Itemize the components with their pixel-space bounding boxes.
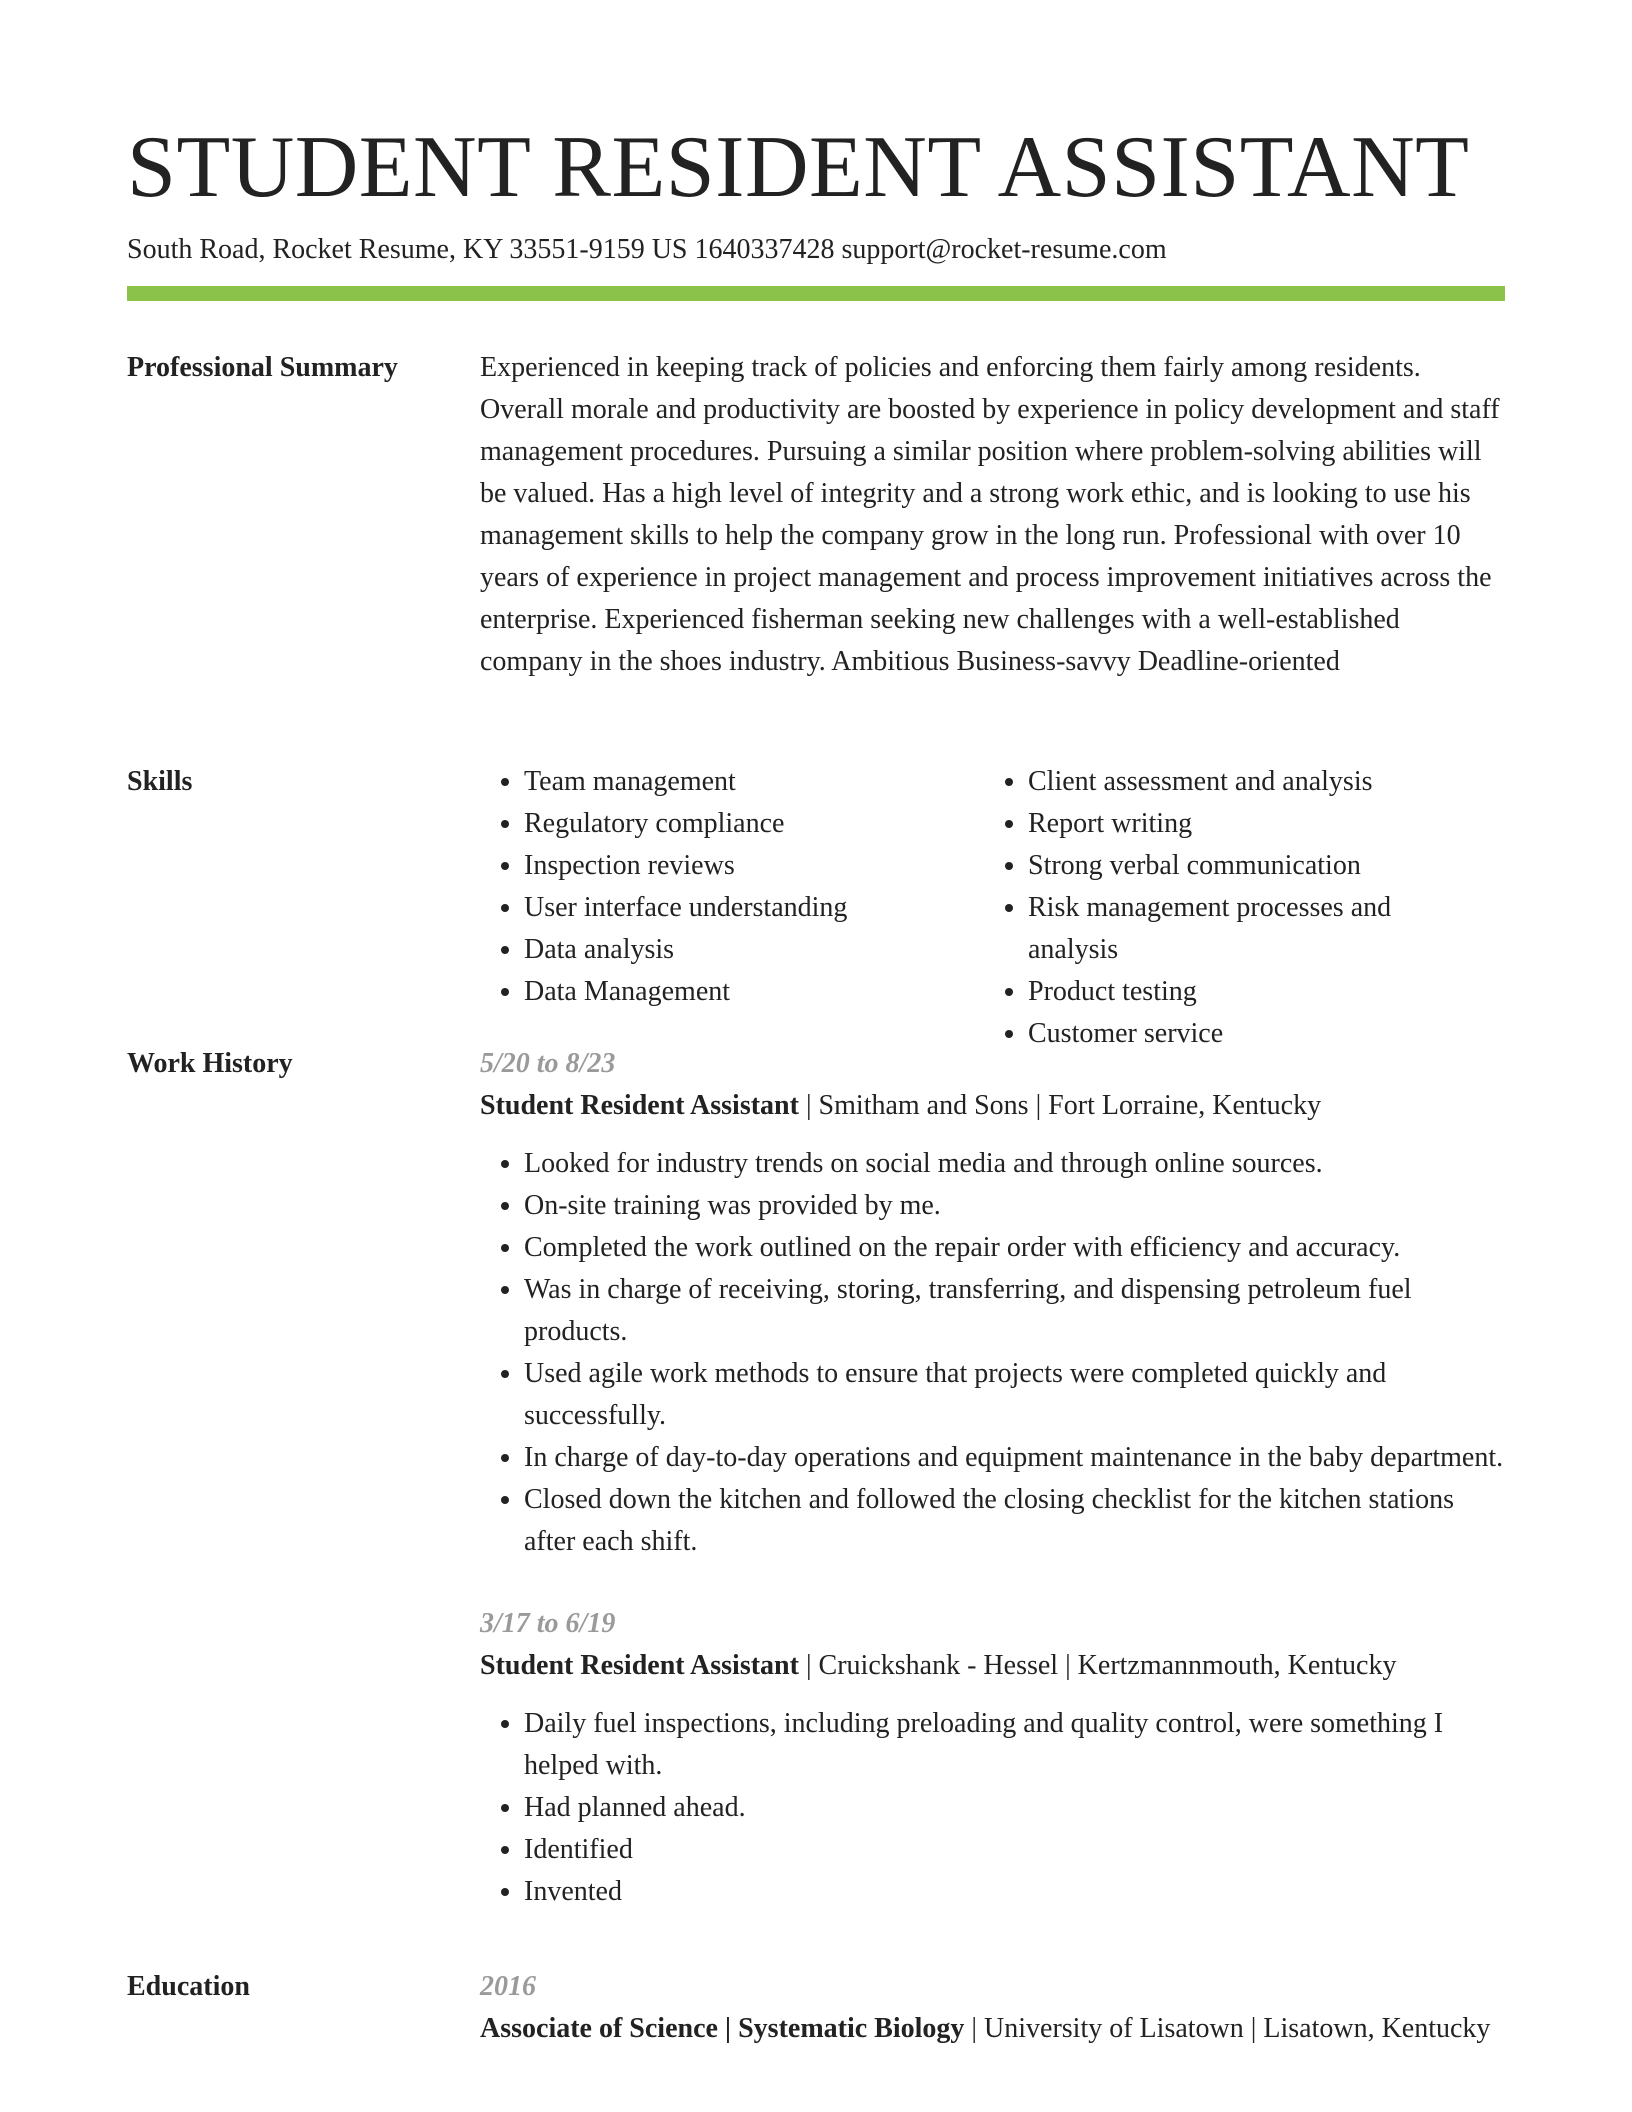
skill-item: • Product testing (1028, 971, 1488, 1013)
skill-item: • Strong verbal communication (1028, 845, 1488, 887)
skill-item: • Report writing (1028, 803, 1488, 845)
work-history-title: Work History (127, 1048, 293, 1079)
skill-item: • Data Management (524, 971, 984, 1013)
job-bullets (480, 1143, 1505, 1563)
job-title: Student Resident Assistant (480, 1090, 799, 1121)
education-header (480, 2008, 1505, 2050)
skills-list-right (984, 761, 1488, 1055)
skill-item: • Risk management processes and analysis (1028, 887, 1488, 971)
skills-title: Skills (127, 766, 193, 797)
job-title: Student Resident Assistant (480, 1650, 799, 1681)
skill-item: • Inspection reviews (524, 845, 984, 887)
job-entry (480, 1603, 1505, 1913)
job-bullet: • Looked for industry trends on social media and through online sources. (524, 1143, 1505, 1185)
job-bullet: • Had planned ahead. (524, 1787, 1505, 1829)
job-bullet: • Used agile work methods to ensure that projects were completed quickly and successfully. (524, 1353, 1505, 1437)
job-header (480, 1085, 1505, 1127)
skill-item: • Data analysis (524, 929, 984, 971)
job-bullet: • Completed the work outlined on the repair order with efficiency and accuracy. (524, 1227, 1505, 1269)
job-bullet: • Was in charge of receiving, storing, transferring, and dispensing petroleum fuel products. (524, 1269, 1505, 1353)
job-bullet: • Identified (524, 1829, 1505, 1871)
skill-item: • Team management (524, 761, 984, 803)
education-school-location: | University of Lisatown | Lisatown, Kentucky (964, 2013, 1491, 2044)
skill-item: • Regulatory compliance (524, 803, 984, 845)
skill-item: • Customer service (1028, 1013, 1488, 1055)
skill-item: • Client assessment and analysis (1028, 761, 1488, 803)
contact-info: South Road, Rocket Resume, KY 33551-9159 US 1640337428 support@rocket-resume.com (127, 234, 1167, 265)
summary-text: Experienced in keeping track of policies and enforcing them fairly among residents. Overall morale and productivity are boosted by experience in policy development and staff management procedures. Pursuing a similar position where problem-solving abilities will be valued. Has a high level of integrity and a strong work ethic, and is looking to use his management skills to help the company grow in the long run. Professional with over 10 years of experience in project management and process improvement initiatives across the enterprise. Experienced fisherman seeking new challenges with a well-established company in the shoes industry. Ambitious Business-savvy Deadline-oriented (480, 352, 1500, 677)
job-dates: 5/20 to 8/23 (480, 1048, 616, 1079)
skills-list-left (480, 761, 984, 1055)
job-employer-location: | Smitham and Sons | Fort Lorraine, Kentucky (798, 1090, 1322, 1121)
summary-title: Professional Summary (127, 352, 398, 383)
job-entry (480, 1043, 1505, 1563)
resume-name: STUDENT RESIDENT ASSISTANT (127, 119, 1470, 216)
job-bullet: • Closed down the kitchen and followed the closing checklist for the kitchen stations after each shift. (524, 1479, 1505, 1563)
job-bullets (480, 1703, 1505, 1913)
skill-item: • User interface understanding (524, 887, 984, 929)
accent-rule (127, 286, 1505, 301)
education-title: Education (127, 1971, 250, 2002)
job-employer-location: | Cruickshank - Hessel | Kertzmannmouth, Kentucky (798, 1650, 1397, 1681)
job-bullet: • Daily fuel inspections, including preloading and quality control, were something I helped with. (524, 1703, 1505, 1787)
job-bullet: • In charge of day-to-day operations and equipment maintenance in the baby department. (524, 1437, 1505, 1479)
education-degree: Associate of Science | Systematic Biology (480, 2013, 965, 2044)
job-dates: 3/17 to 6/19 (480, 1608, 616, 1639)
education-year: 2016 (480, 1971, 536, 2002)
job-bullet: • Invented (524, 1871, 1505, 1913)
job-header (480, 1645, 1505, 1687)
job-bullet: • On-site training was provided by me. (524, 1185, 1505, 1227)
